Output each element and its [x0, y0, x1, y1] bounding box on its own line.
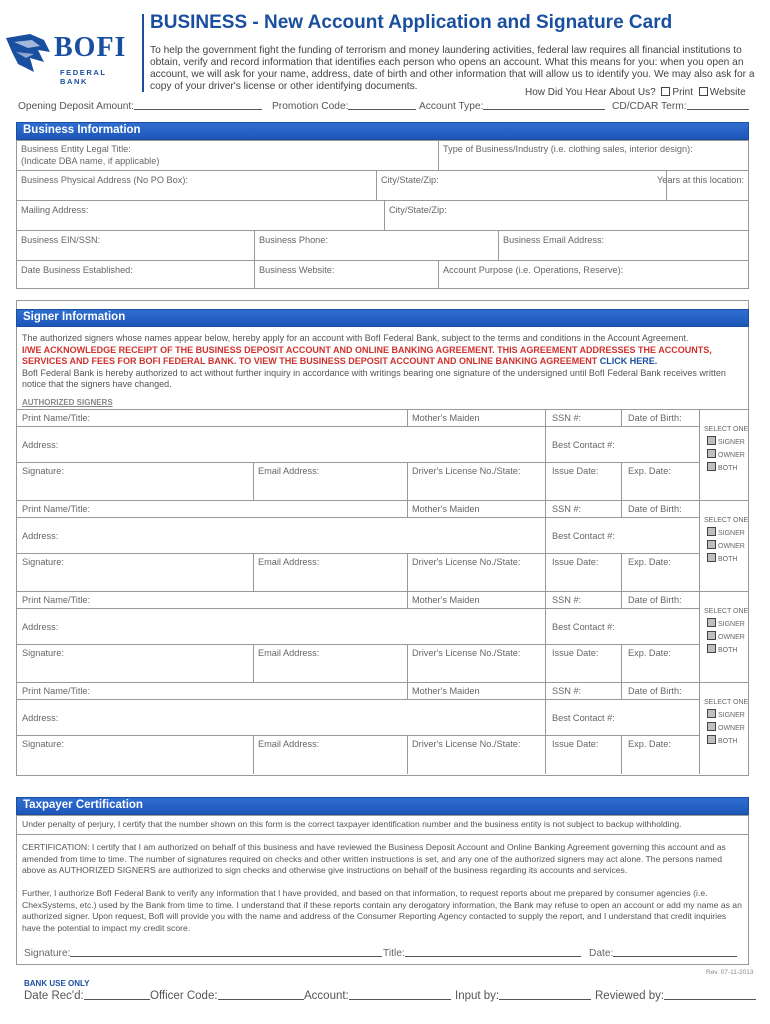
promotion-code-field[interactable]: [272, 100, 416, 112]
signer-para-3: BofI Federal Bank is hereby authorized to act without further inquiry in accordance with writings bearing one signature of the undersigned until BofI Federal Bank receives written notice that the signers have changed.: [22, 367, 726, 389]
tax-date-field[interactable]: [589, 947, 737, 959]
dba-label: (Indicate DBA name, if applicable): [21, 156, 160, 166]
signer-option-label: SIGNER: [718, 439, 745, 446]
contact-label: Best Contact #:: [552, 440, 615, 450]
dl-label: Driver's License No./State:: [412, 648, 521, 658]
ssn-label: SSN #:: [552, 413, 582, 423]
logo-text: BOFI: [54, 32, 127, 63]
cd-term-field[interactable]: [612, 100, 749, 112]
phone-label: Business Phone:: [259, 235, 328, 245]
owner-option-label: OWNER: [718, 634, 745, 641]
signer-role-select: [704, 606, 748, 657]
exp-label: Exp. Date:: [628, 557, 671, 567]
dob-label: Date of Birth:: [628, 504, 682, 514]
agreement-ack: I/WE ACKNOWLEDGE RECEIPT OF THE BUSINESS DEPOSIT ACCOUNT AND ONLINE BANKING AGREEMENT. THIS AGREEMENT ADDRESSES THE ACCOUNTS, SERVICES AND FEES FOR BOFI FEDERAL BANK. TO VIEW THE BUSINESS DEPOSIT ACCOUNT AND ONLINE BANKING AGREEMENT: [22, 344, 712, 366]
tax-divider: [16, 834, 749, 835]
tax-date-label: Date:: [589, 948, 614, 959]
bofi-logo: [4, 28, 138, 84]
signer-role-select: [704, 424, 748, 475]
tax-line-1: Under penalty of perjury, I certify that the number shown on this form is the correct taxpayer identification number and the business entity is not subject to backup withholding.: [22, 819, 682, 829]
address-cell[interactable]: [16, 700, 546, 736]
logo-subtitle: FEDERAL BANK: [60, 68, 107, 86]
input-by-field[interactable]: [455, 990, 591, 1002]
signer-block: [16, 409, 749, 500]
dl-label: Driver's License No./State:: [412, 557, 521, 567]
signer-role-checkbox[interactable]: [707, 527, 716, 536]
contact-label: Best Contact #:: [552, 531, 615, 541]
dl-label: Driver's License No./State:: [412, 739, 521, 749]
officer-code-field[interactable]: [150, 990, 304, 1002]
signature-label: Signature:: [22, 739, 64, 749]
established-label: Date Business Established:: [21, 265, 133, 275]
header-divider: [142, 14, 144, 92]
exp-label: Exp. Date:: [628, 739, 671, 749]
account-type-field[interactable]: [419, 100, 605, 112]
owner-role-checkbox[interactable]: [707, 631, 716, 640]
both-role-checkbox[interactable]: [707, 644, 716, 653]
issue-label: Issue Date:: [552, 557, 599, 567]
signer-block: [16, 500, 749, 591]
print-checkbox[interactable]: [661, 87, 670, 96]
ein-label: Business EIN/SSN:: [21, 235, 101, 245]
both-option-label: BOTH: [718, 556, 738, 563]
contact-label: Best Contact #:: [552, 622, 615, 632]
both-role-checkbox[interactable]: [707, 553, 716, 562]
intro-text: To help the government fight the funding of terrorism and money laundering activities, federal law requires all financial institutions to obtain, verify and record information that identifies each person who opens an account. What this means for you: when you open an account, we will ask for your name, address, date of birth and other information that will allow us to identify you. We may also ask for a copy of your driver's license or other identifying documents.: [150, 45, 755, 92]
email-label: Email Address:: [258, 739, 320, 749]
signer-block: [16, 682, 749, 773]
tax-signature-field[interactable]: [24, 947, 382, 959]
business-section-title: Business Information: [23, 124, 141, 136]
opening-deposit-label: Opening Deposit Amount:: [18, 101, 135, 112]
email-label: Business Email Address:: [503, 235, 605, 245]
business-info-table: [16, 140, 749, 289]
address-label: Address:: [22, 622, 59, 632]
city1-label: City/State/Zip:: [381, 175, 439, 185]
print-name-label: Print Name/Title:: [22, 504, 91, 514]
email-label: Email Address:: [258, 557, 320, 567]
website-label: Business Website:: [259, 265, 335, 275]
authorized-signers-heading: AUTHORIZED SIGNERS: [22, 398, 113, 407]
owner-role-checkbox[interactable]: [707, 449, 716, 458]
signer-role-checkbox[interactable]: [707, 618, 716, 627]
cd-term-label: CD/CDAR Term:: [612, 101, 687, 112]
both-role-checkbox[interactable]: [707, 462, 716, 471]
address-label: Address:: [22, 531, 59, 541]
maiden-label: Mother's Maiden: [412, 595, 480, 605]
signer-role-checkbox[interactable]: [707, 436, 716, 445]
ssn-label: SSN #:: [552, 595, 582, 605]
select-one-label: SELECT ONE: [704, 699, 749, 706]
address-cell[interactable]: [16, 427, 546, 463]
signer-option-label: SIGNER: [718, 621, 745, 628]
input-by-label: Input by:: [455, 990, 500, 1002]
both-option-label: BOTH: [718, 465, 738, 472]
eagle-icon: [4, 32, 52, 76]
select-one-label: SELECT ONE: [704, 517, 749, 524]
bank-use-only: BANK USE ONLY: [24, 979, 90, 988]
account-field[interactable]: [304, 990, 451, 1002]
signer-section-title: Signer Information: [23, 311, 126, 323]
signer-para-1: The authorized signers whose names appear below, hereby apply for an account with BofI Federal Bank, subject to the terms and conditions in the Account Agreement.: [22, 333, 689, 343]
business-section-header: [16, 122, 749, 140]
officer-code-label: Officer Code:: [150, 990, 218, 1002]
maiden-label: Mother's Maiden: [412, 686, 480, 696]
address-cell[interactable]: [16, 609, 546, 645]
print-name-label: Print Name/Title:: [22, 686, 91, 696]
signer-role-select: [704, 515, 748, 566]
dl-label: Driver's License No./State:: [412, 466, 521, 476]
city2-label: City/State/Zip:: [389, 205, 447, 215]
email-label: Email Address:: [258, 466, 320, 476]
mailing-label: Mailing Address:: [21, 205, 89, 215]
certification-text: CERTIFICATION: I certify that I am authorized on behalf of this business and have reviewed the Business Deposit Account and Online Banking Agreement governing this account and as amended from time to time. The number of signatures required on checks and other written instructions is set, and any one of the authorized signers may act alone. The persons named above as AUTHORIZED SIGNERS are authorized to sign checks and otherwise give instructions on behalf of the business regarding its accounts and services.: [22, 842, 726, 875]
hear-about-us: [525, 87, 746, 98]
opening-deposit-field[interactable]: [18, 100, 262, 112]
issue-label: Issue Date:: [552, 648, 599, 658]
select-one-label: SELECT ONE: [704, 426, 749, 433]
email-label: Email Address:: [258, 648, 320, 658]
signer-option-label: SIGNER: [718, 712, 745, 719]
click-here-link[interactable]: CLICK HERE.: [599, 356, 658, 366]
account-type-label: Account Type:: [419, 101, 484, 112]
select-one-label: SELECT ONE: [704, 608, 749, 615]
tax-title-field[interactable]: [383, 947, 581, 959]
tax-section-title: Taxpayer Certification: [23, 799, 143, 811]
ssn-label: SSN #:: [552, 504, 582, 514]
dob-label: Date of Birth:: [628, 413, 682, 423]
signer-role-checkbox[interactable]: [707, 709, 716, 718]
tax-section-header: [16, 797, 749, 815]
owner-option-label: OWNER: [718, 452, 745, 459]
revision: Rev. 07-11-2013: [706, 969, 754, 976]
website-checkbox[interactable]: [699, 87, 708, 96]
print-label: Print: [672, 87, 693, 98]
authorization-text: Further, I authorize BofI Federal Bank to verify any information that I have provided, and based on that information, to request reports about me prepared by consumer agencies (i.e. ChexSystems, etc.) used by the Bank from time to time. I understand that if these reports contain any derogatory information, the Bank may refuse to open an account or add my name as an authorized signer. Upon request, BofI will provide you with the name and address of the Consumer Reporting Agency contacted to supply the report, and I understand that credit inquiries have the potential to impact my credit score.: [22, 888, 742, 933]
both-role-checkbox[interactable]: [707, 735, 716, 744]
promotion-code-label: Promotion Code:: [272, 101, 349, 112]
dob-label: Date of Birth:: [628, 595, 682, 605]
tax-signature-label: Signature:: [24, 948, 71, 959]
owner-option-label: OWNER: [718, 725, 745, 732]
address-cell[interactable]: [16, 518, 546, 554]
signer-section-header: [16, 309, 749, 327]
website-label: Website: [709, 87, 746, 98]
hear-label: How Did You Hear About Us?: [525, 87, 656, 98]
exp-label: Exp. Date:: [628, 648, 671, 658]
years-label: Years at this location:: [657, 175, 744, 185]
address-label: Address:: [22, 440, 59, 450]
legal-title-label: Business Entity Legal Title:: [21, 144, 131, 154]
contact-label: Best Contact #:: [552, 713, 615, 723]
signature-label: Signature:: [22, 557, 64, 567]
page-title: BUSINESS - New Account Application and Signature Card: [150, 12, 673, 33]
owner-option-label: OWNER: [718, 543, 745, 550]
signer-option-label: SIGNER: [718, 530, 745, 537]
signature-label: Signature:: [22, 648, 64, 658]
address-label: Address:: [22, 713, 59, 723]
maiden-label: Mother's Maiden: [412, 413, 480, 423]
physical-address-label: Business Physical Address (No PO Box):: [21, 175, 188, 185]
signer-role-select: [704, 697, 748, 748]
both-option-label: BOTH: [718, 738, 738, 745]
print-name-label: Print Name/Title:: [22, 413, 91, 423]
reviewed-by-label: Reviewed by:: [595, 990, 665, 1002]
dob-label: Date of Birth:: [628, 686, 682, 696]
signer-terms: [22, 333, 746, 391]
owner-role-checkbox[interactable]: [707, 540, 716, 549]
both-option-label: BOTH: [718, 647, 738, 654]
tax-title-label: Title:: [383, 948, 405, 959]
account-label: Account:: [304, 990, 349, 1002]
date-recd-label: Date Rec'd:: [24, 990, 84, 1002]
exp-label: Exp. Date:: [628, 466, 671, 476]
issue-label: Issue Date:: [552, 466, 599, 476]
date-recd-field[interactable]: [24, 990, 150, 1002]
maiden-label: Mother's Maiden: [412, 504, 480, 514]
print-name-label: Print Name/Title:: [22, 595, 91, 605]
purpose-label: Account Purpose (i.e. Operations, Reserve):: [443, 265, 624, 275]
issue-label: Issue Date:: [552, 739, 599, 749]
owner-role-checkbox[interactable]: [707, 722, 716, 731]
ssn-label: SSN #:: [552, 686, 582, 696]
business-type-label: Type of Business/Industry (i.e. clothing sales, interior design):: [443, 144, 693, 154]
signer-block: [16, 591, 749, 682]
signature-label: Signature:: [22, 466, 64, 476]
reviewed-by-field[interactable]: [595, 990, 756, 1002]
